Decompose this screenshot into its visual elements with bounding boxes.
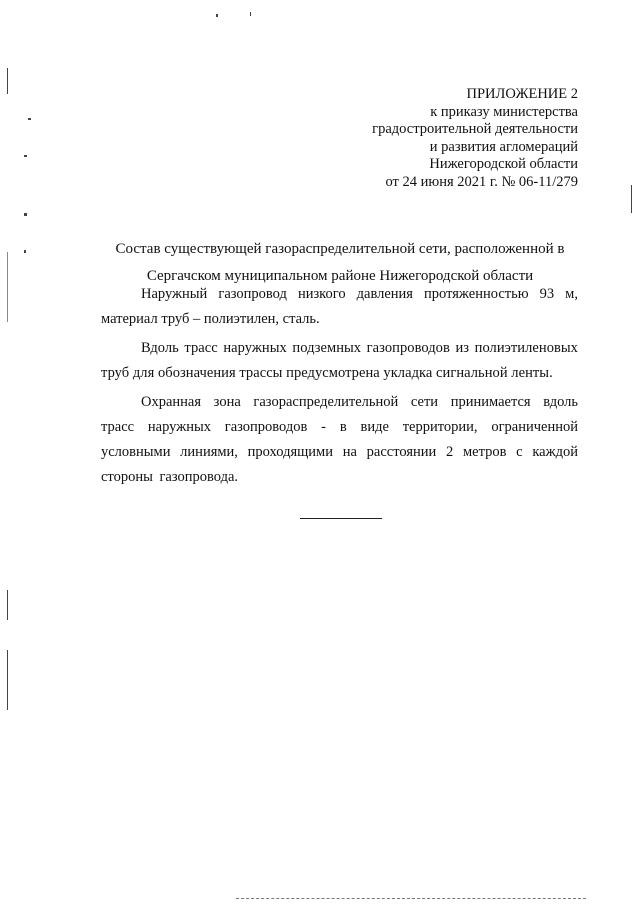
scan-artifact (7, 68, 8, 94)
document-title-line-1: Состав существующей газораспределительной сети, расположенной в (115, 241, 565, 257)
scan-artifact (24, 213, 27, 216)
scan-artifact (250, 12, 251, 16)
document-body (101, 282, 578, 494)
annex-title: ПРИЛОЖЕНИЕ 2 (466, 86, 578, 102)
annex-line-agglomerations: и развития агломераций (429, 138, 578, 155)
annex-line-order: к приказу министерства (430, 103, 578, 120)
document-title-line-2: Сергачском муниципальном районе Нижегородской области (146, 268, 534, 284)
scan-artifact (24, 250, 26, 253)
annex-line-ministry: градостроительной деятельности (372, 121, 578, 138)
annex-line-region: Нижегородской области (429, 156, 578, 173)
paragraph-signal-tape: Вдоль трасс наружных подземных газопроводов из полиэтиленовых труб для обозначения трассы предусмотрена укладка сигнальной ленты. (101, 340, 578, 381)
scan-artifact (631, 185, 632, 213)
annex-header (278, 86, 578, 192)
scan-artifact (7, 590, 8, 620)
paragraph-pipeline: Наружный газопровод низкого давления протяженностью 93 м, материал труб – полиэтилен, сталь. (101, 286, 578, 327)
end-divider (300, 518, 382, 519)
scan-artifact (216, 14, 218, 17)
scan-artifact (24, 155, 27, 157)
annex-line-date-number: от 24 июня 2021 г. № 06-11/279 (385, 173, 578, 190)
scan-artifact-bottom-line (236, 898, 586, 899)
scan-artifact (28, 118, 31, 120)
scan-artifact (7, 650, 8, 710)
scan-artifact (7, 252, 8, 322)
paragraph-protection-zone: Охранная зона газораспределительной сети принимается вдоль трасс наружных газопроводов - в виде территории, ограниченной условными линиями, проходящими на расстоянии 2 метров с каждой стороны газопровода. (101, 394, 578, 485)
